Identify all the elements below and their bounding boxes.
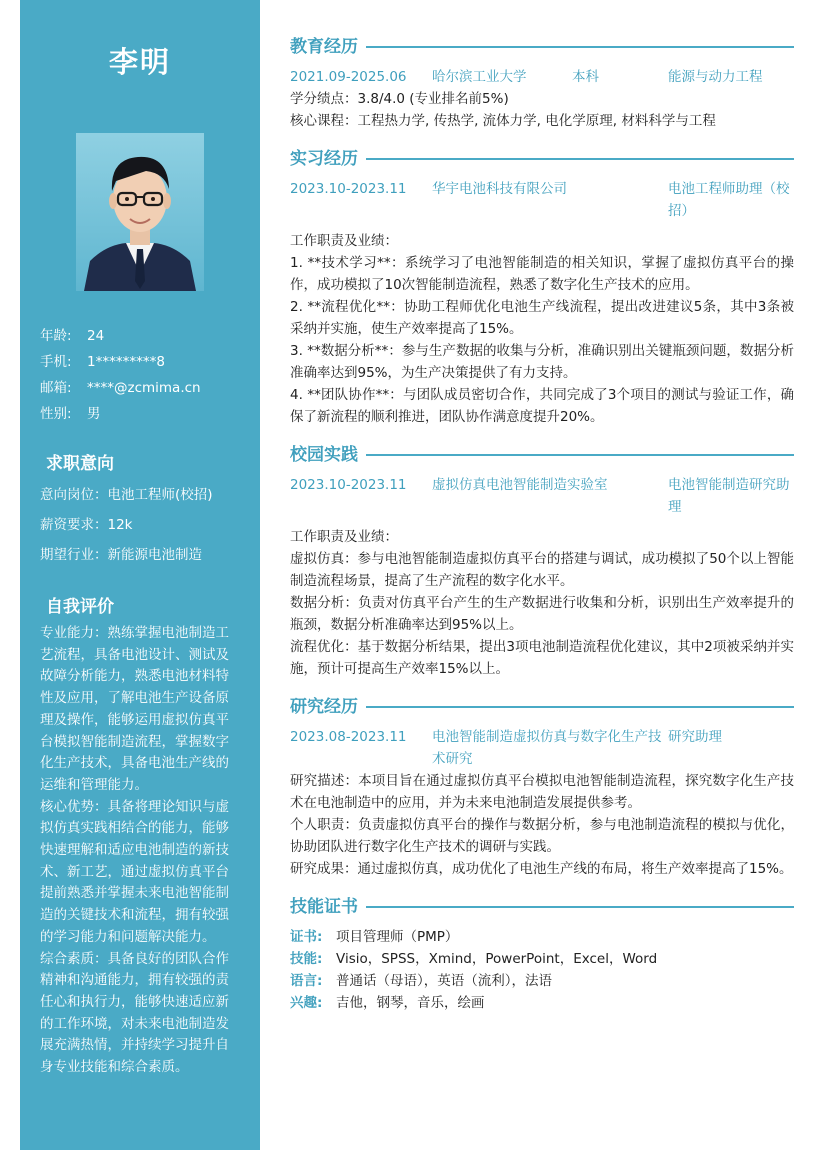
research-role: 研究助理 — [668, 729, 722, 745]
intent-industry: 期望行业：新能源电池制造 — [40, 547, 202, 563]
sidebar — [20, 0, 260, 1150]
campus-title: 校园实践 — [290, 445, 358, 465]
research-line: 研究成果：通过虚拟仿真，成功优化了电池生产线的布局，将生产效率提高了15%。 — [290, 861, 793, 877]
section-header — [290, 894, 794, 920]
eval-paragraph: 核心优势：具备将理论知识与虚拟仿真实践相结合的能力，能够快速理解和适应电池制造的新技术、新工艺，通过虚拟仿真平台提前熟悉并掌握未来电池智能制造的关键技术和流程，拥有较强的学习能力和问题解决能力。 — [40, 798, 229, 945]
education-meta — [290, 66, 794, 88]
internship-meta — [290, 178, 794, 222]
education-gpa: 学分绩点：3.8/4.0 (专业排名前5%) — [290, 91, 509, 107]
research-org: 电池智能制造虚拟仿真与数字化生产技术研究 — [432, 729, 662, 767]
section-header — [290, 34, 794, 60]
education-degree: 本科 — [572, 69, 599, 85]
internship-line: 2. **流程优化**：协助工程师优化电池生产线流程，提出改进建议5条，其中3条被采纳并实施，使生产效率提高了15%。 — [290, 299, 794, 337]
eval-paragraph: 专业能力：熟练掌握电池制造工艺流程，具备电池设计、测试及故障分析能力，熟悉电池材料特性及应用，了解电池生产设备原理及操作，能够运用虚拟仿真平台模拟智能制造流程，掌握数字化生产技术，具备电池生产线的运维和管理能力。 — [40, 625, 229, 793]
campus-line: 工作职责及业绩： — [290, 529, 398, 545]
campus-line: 虚拟仿真：参与电池智能制造虚拟仿真平台的搭建与调试，成功模拟了50个以上智能制造流程场景，提高了生产流程的数字化水平。 — [290, 551, 794, 589]
section-header — [290, 146, 794, 172]
skill-interests: 兴趣: 吉他，钢琴，音乐，绘画 — [290, 995, 485, 1011]
education-title: 教育经历 — [290, 37, 358, 57]
skill-certificate: 证书: 项目管理师（PMP） — [290, 929, 459, 945]
section-divider — [366, 906, 794, 908]
self-evaluation — [20, 623, 260, 1079]
research-period: 2023.08-2023.11 — [290, 729, 407, 745]
campus-line: 数据分析：负责对仿真平台产生的生产数据进行收集和分析，识别出生产效率提升的瓶颈，数据分析准确率达到95%以上。 — [290, 595, 794, 633]
education-courses: 核心课程：工程热力学, 传热学, 流体力学, 电化学原理, 材料科学与工程 — [290, 113, 716, 129]
campus-meta — [290, 474, 794, 518]
education-period: 2021.09-2025.06 — [290, 69, 407, 85]
info-phone: 手机: 1*********8 — [40, 354, 165, 370]
internship-section — [290, 146, 794, 428]
info-email: 邮箱: ****@zcmima.cn — [40, 380, 201, 396]
section-header — [290, 694, 794, 720]
internship-line: 工作职责及业绩： — [290, 233, 398, 249]
education-section — [290, 34, 794, 132]
self-eval-heading: 自我评价 — [46, 597, 114, 617]
research-meta — [290, 726, 794, 770]
skills-title: 技能证书 — [290, 897, 358, 917]
eval-paragraph: 综合素质：具备良好的团队合作精神和沟通能力，拥有较强的责任心和执行力，能够快速适应新的工作环境，对未来电池制造发展充满热情，并持续学习提升自身专业技能和综合素质。 — [40, 950, 229, 1076]
internship-title: 实习经历 — [290, 149, 358, 169]
internship-role: 电池工程师助理（校招） — [668, 181, 790, 219]
info-age: 年龄: 24 — [40, 328, 105, 344]
research-line: 个人职责：负责虚拟仿真平台的操作与数据分析，参与电池制造流程的模拟与优化，协助团队进行数字化生产技术的调研与实践。 — [290, 817, 794, 855]
info-gender: 性别: 男 — [40, 406, 101, 422]
intent-position: 意向岗位：电池工程师(校招) — [40, 487, 213, 503]
campus-org: 虚拟仿真电池智能制造实验室 — [432, 477, 608, 493]
section-header — [290, 442, 794, 468]
profile-photo — [76, 133, 204, 291]
section-divider — [366, 158, 794, 160]
section-divider — [366, 46, 794, 48]
skill-tools: 技能: Visio，SPSS，Xmind，PowerPoint，Excel，Word — [290, 951, 658, 967]
research-line: 研究描述：本项目旨在通过虚拟仿真平台模拟电池智能制造流程，探究数字化生产技术在电池制造中的应用，并为未来电池制造发展提供参考。 — [290, 773, 794, 811]
internship-period: 2023.10-2023.11 — [290, 181, 407, 197]
campus-period: 2023.10-2023.11 — [290, 477, 407, 493]
campus-line: 流程优化：基于数据分析结果，提出3项电池制造流程优化建议，其中2项被采纳并实施，预计可提高生产效率15%以上。 — [290, 639, 794, 677]
skill-languages: 语言: 普通话（母语），英语（流利），法语 — [290, 973, 552, 989]
intent-salary: 薪资要求：12k — [40, 517, 133, 533]
job-intent — [20, 480, 260, 570]
internship-line: 1. **技术学习**：系统学习了电池智能制造的相关知识，掌握了虚拟仿真平台的操作，成功模拟了10次智能制造流程，熟悉了数字化生产技术的应用。 — [290, 255, 794, 293]
section-divider — [366, 706, 794, 708]
internship-org: 华宇电池科技有限公司 — [432, 181, 567, 197]
campus-role: 电池智能制造研究助理 — [668, 477, 790, 515]
main-content — [290, 34, 794, 1028]
education-major: 能源与动力工程 — [668, 69, 763, 85]
intent-heading: 求职意向 — [46, 454, 114, 474]
candidate-name: 李明 — [108, 45, 171, 79]
internship-line: 3. **数据分析**：参与生产数据的收集与分析，准确识别出关键瓶颈问题，数据分析准确率达到95%，为生产决策提供了有力支持。 — [290, 343, 794, 381]
skills-section — [290, 894, 794, 1014]
education-school: 哈尔滨工业大学 — [432, 69, 527, 85]
research-title: 研究经历 — [290, 697, 358, 717]
internship-line: 4. **团队协作**：与团队成员密切合作，共同完成了3个项目的测试与验证工作，确保了新流程的顺利推进，团队协作满意度提升20%。 — [290, 387, 794, 425]
section-divider — [366, 454, 794, 456]
campus-section — [290, 442, 794, 680]
research-section — [290, 694, 794, 880]
basic-info — [20, 323, 260, 427]
